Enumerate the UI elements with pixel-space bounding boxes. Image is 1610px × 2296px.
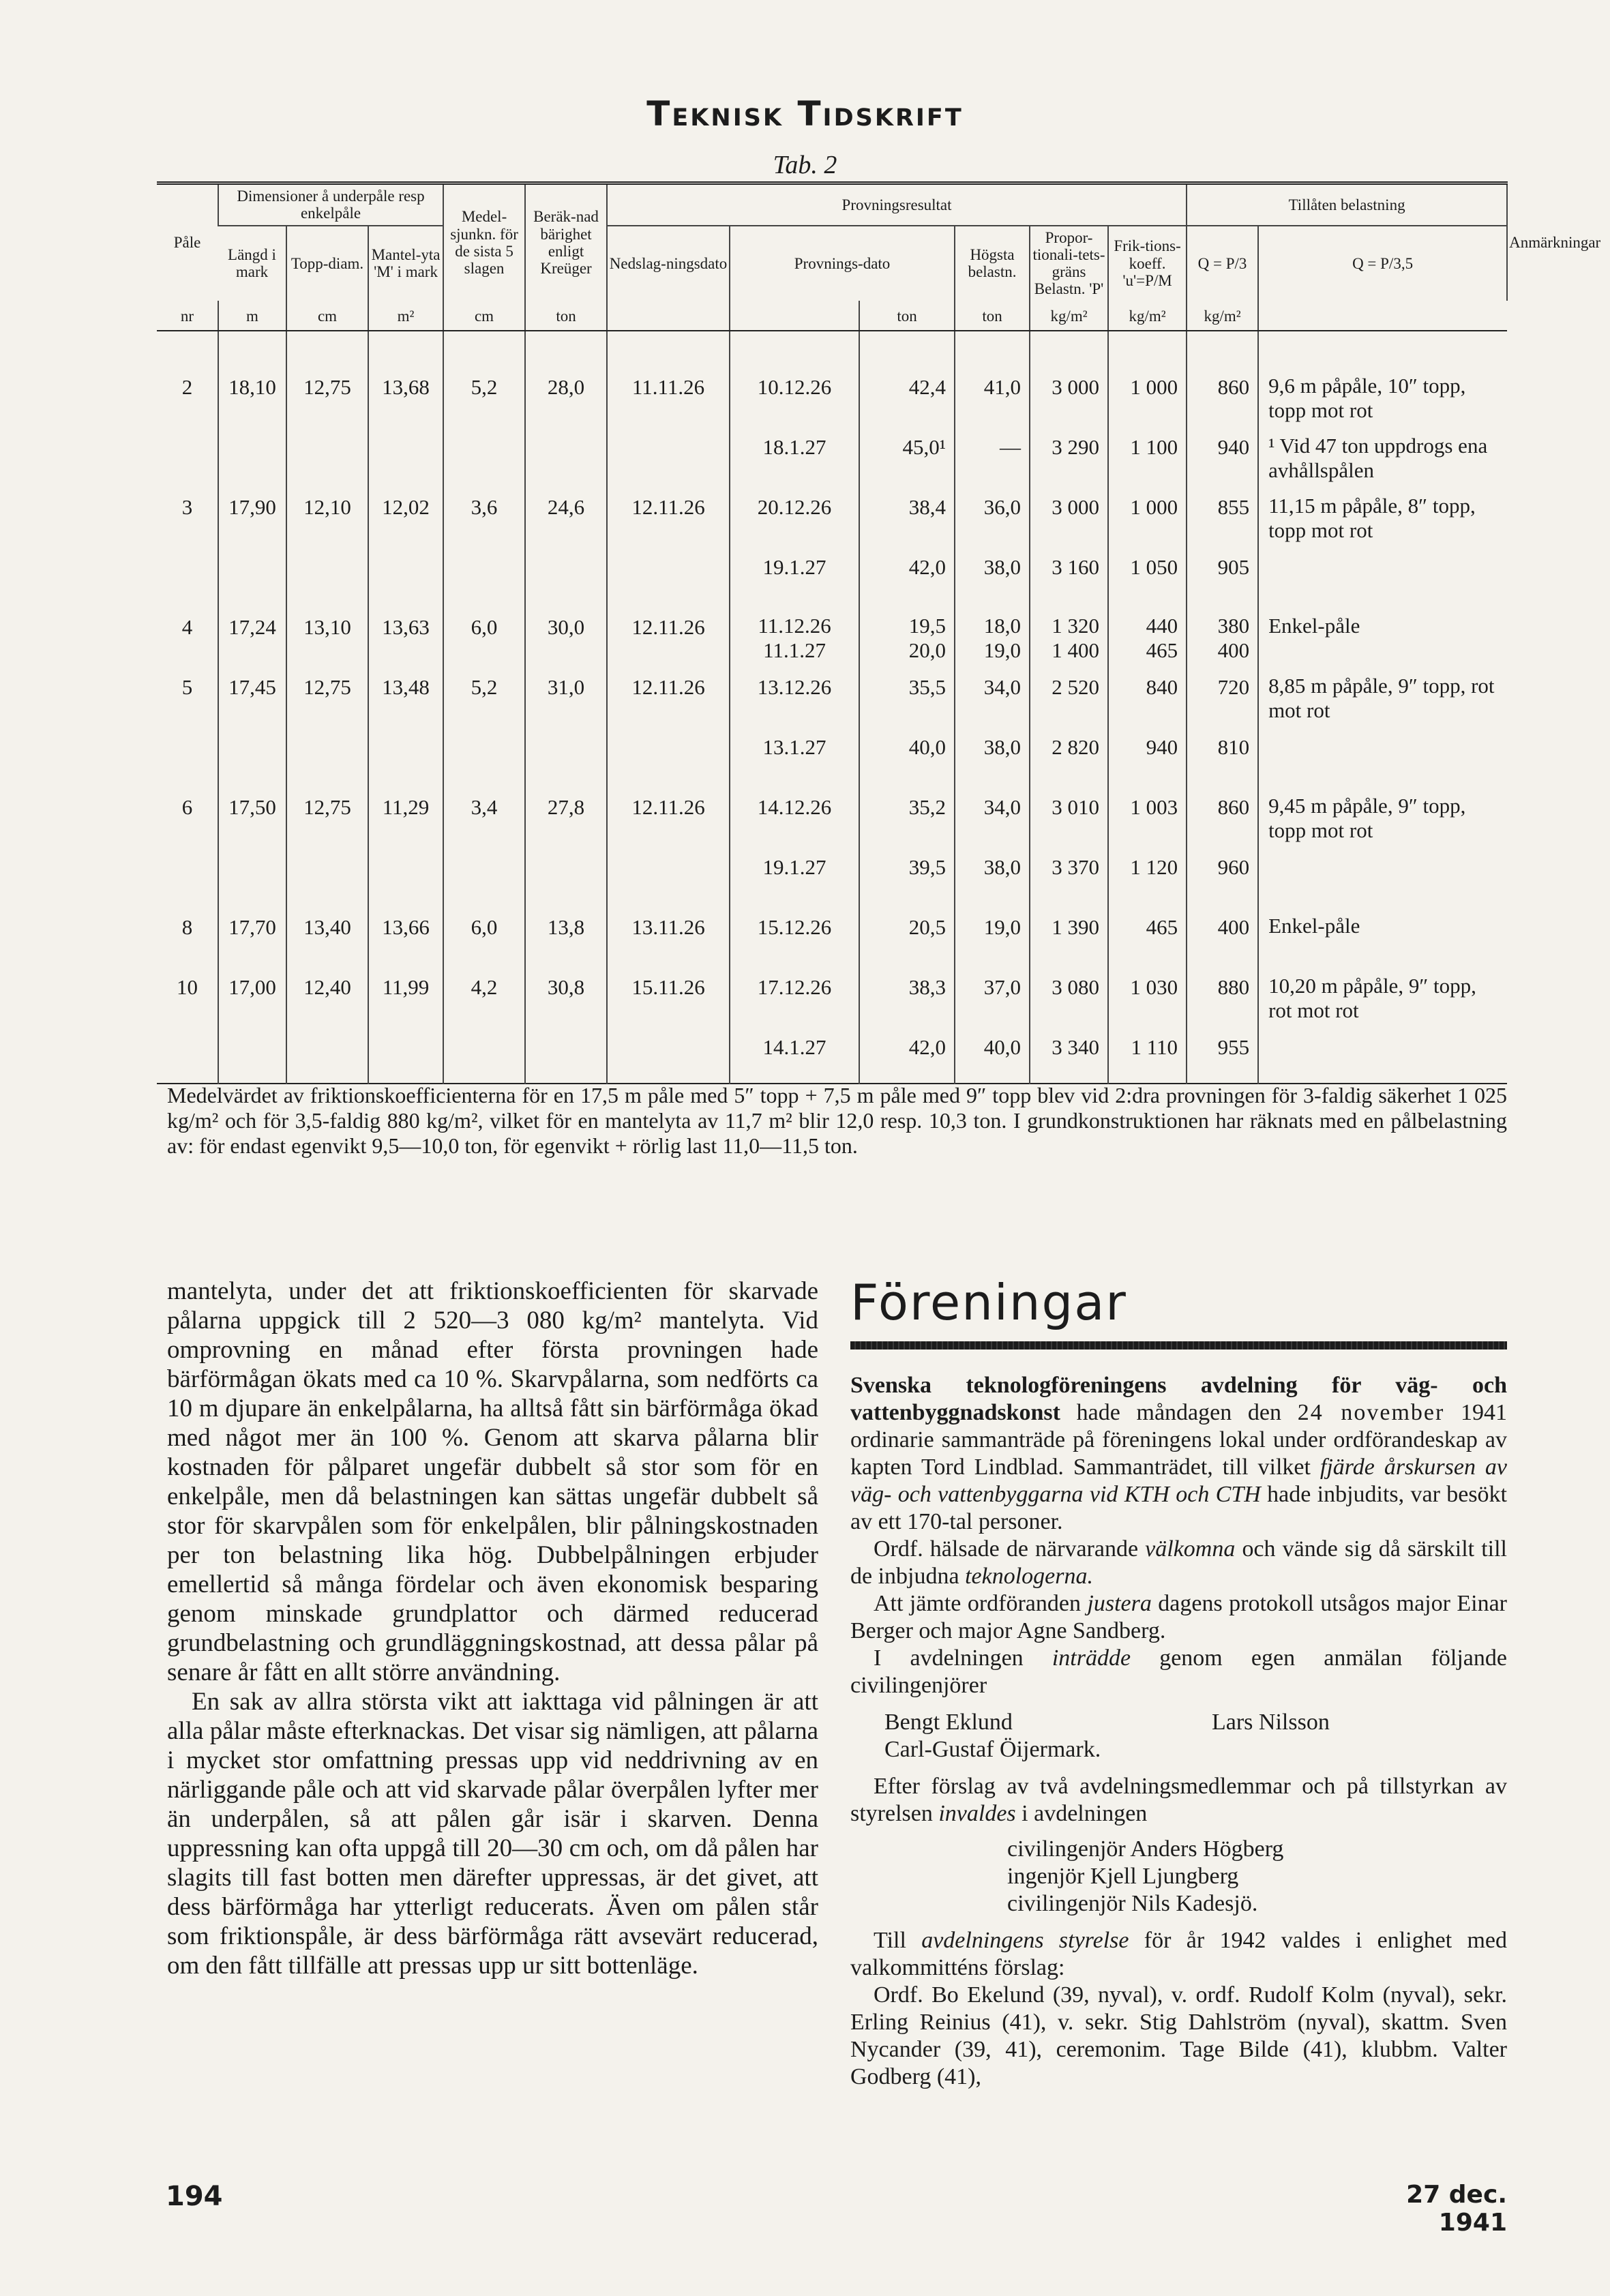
cell-note: 11,15 m påpåle, 8″ topp, topp mot rot bbox=[1258, 483, 1507, 543]
cell-note bbox=[1258, 843, 1507, 903]
spacer-cell bbox=[286, 331, 368, 363]
cell-mantel: 13,66 bbox=[368, 903, 443, 963]
p1-italic: fjärde årskursen av väg- och vattenbyggarna vid KTH och CTH bbox=[850, 1455, 1507, 1507]
cell-topp bbox=[286, 423, 368, 483]
cell-q3: 1 000 bbox=[1108, 363, 1187, 423]
cell-langd: 17,70 bbox=[218, 903, 286, 963]
spacer-cell bbox=[443, 331, 525, 363]
cell-langd: 17,90 bbox=[218, 483, 286, 543]
p6-italic: avdelningens styrelse bbox=[921, 1928, 1129, 1953]
p5-text-a: Efter förslag av två avdelningsmedlemmar och på tillstyrkan av styrelsen bbox=[850, 1774, 1507, 1826]
unit-cell: nr bbox=[157, 301, 218, 331]
cell-frik: 3 290 bbox=[1030, 423, 1108, 483]
cell-prop: 36,0 bbox=[955, 483, 1030, 543]
unit-cell: m bbox=[218, 301, 286, 331]
cell-q35: 905 bbox=[1187, 543, 1258, 603]
spacer-cell bbox=[730, 331, 859, 363]
cell-nedslag: 12.11.26 bbox=[607, 663, 730, 723]
cell-hogsta: 38,3 bbox=[859, 963, 955, 1023]
cell-nedslag: 11.11.26 bbox=[607, 363, 730, 423]
cell-langd bbox=[218, 1023, 286, 1084]
cell-hogsta: 45,0¹ bbox=[859, 423, 955, 483]
unit-cell: kg/m² bbox=[1108, 301, 1187, 331]
cell-topp: 12,75 bbox=[286, 663, 368, 723]
cell-q35: 960 bbox=[1187, 843, 1258, 903]
cell-q3: 1 100 bbox=[1108, 423, 1187, 483]
spacer-cell bbox=[1187, 331, 1258, 363]
cell-berakn: 28,0 bbox=[525, 363, 607, 423]
page-number: 194 bbox=[166, 2181, 223, 2212]
table-row bbox=[157, 363, 1507, 423]
table-row bbox=[157, 423, 1507, 483]
cell-hogsta: 39,5 bbox=[859, 843, 955, 903]
cell-berakn bbox=[525, 1023, 607, 1084]
unit-cell: ton bbox=[859, 301, 955, 331]
unit-cell: ton bbox=[525, 301, 607, 331]
cell-langd: 18,10 bbox=[218, 363, 286, 423]
spacer-cell bbox=[525, 331, 607, 363]
cell-q35: 860 bbox=[1187, 363, 1258, 423]
header-topp: Topp-diam. bbox=[286, 226, 368, 301]
unit-cell: cm bbox=[286, 301, 368, 331]
cell-prop: 19,0 bbox=[955, 903, 1030, 963]
header-prop-text: Propor-tionali-tets-gräns bbox=[1032, 228, 1105, 281]
cell-q3: 1 003 bbox=[1108, 783, 1187, 843]
cell-topp: 13,10 bbox=[286, 603, 368, 663]
cell-topp: 12,75 bbox=[286, 783, 368, 843]
cell-provdato: 10.12.26 bbox=[730, 363, 859, 423]
p3-text-b: dagens protokoll utsågos major Einar Berger och major Agne Sandberg. bbox=[850, 1591, 1507, 1643]
cell-frik: 1 320 1 400 bbox=[1030, 603, 1108, 663]
cell-topp: 12,75 bbox=[286, 363, 368, 423]
cell-provdato: 11.12.26 11.1.27 bbox=[730, 603, 859, 663]
cell-frik: 3 080 bbox=[1030, 963, 1108, 1023]
cell-frik: 2 820 bbox=[1030, 723, 1108, 783]
cell-mantel bbox=[368, 543, 443, 603]
cell-nr bbox=[157, 723, 218, 783]
table-spacer-row bbox=[157, 331, 1507, 363]
journal-title: Teknisk Tidskrift bbox=[646, 94, 964, 134]
cell-topp bbox=[286, 843, 368, 903]
cell-note: 10,20 m påpåle, 9″ topp, rot mot rot bbox=[1258, 963, 1507, 1023]
cell-hogsta: 19,5 20,0 bbox=[859, 603, 955, 663]
spacer-cell bbox=[955, 331, 1030, 363]
cell-nedslag: 12.11.26 bbox=[607, 603, 730, 663]
cell-topp: 13,40 bbox=[286, 903, 368, 963]
unit-cell bbox=[1258, 301, 1507, 331]
section-rule bbox=[850, 1341, 1507, 1350]
p1-text-b: 1941 ordinarie sammanträde på föreningens lokal under ordförandeskap av kapten Tord Lindblad. Sammanträdet, till vilket bbox=[850, 1400, 1508, 1480]
cell-berakn: 30,8 bbox=[525, 963, 607, 1023]
cell-q3: 1 030 bbox=[1108, 963, 1187, 1023]
cell-berakn bbox=[525, 543, 607, 603]
issue-date: 27 dec. 1941 bbox=[1406, 2181, 1507, 2237]
new-members bbox=[850, 1709, 1507, 1763]
cell-frik: 3 370 bbox=[1030, 843, 1108, 903]
cell-frik: 2 520 bbox=[1030, 663, 1108, 723]
cell-medel: 6,0 bbox=[443, 903, 525, 963]
unit-cell bbox=[730, 301, 859, 331]
left-paragraph-2: En sak av allra största vikt att iakttaga vid pålningen är att alla pålar måste efterknackas. Det visar sig nämligen, att pålarna i mycket stor omfattning pressas upp vid neddrivning av en närliggande påle och att vid skarvade pålar överpålen lyfter mer än underpålen, så att pålen går isär i skarven. Denna uppressning kan ofta uppgå till 20—30 cm och, om då pålen har slagits till fast botten men därefter uppressas, är det givet, att dess bärförmåga har ytterligt reducerats. Även om pålen står som friktionspåle, är dess bärförmåga rätt avsevärt reducerad, om den fått tillfälle att pressas upp ur sitt bottenläge. bbox=[167, 1688, 818, 1980]
cell-berakn bbox=[525, 723, 607, 783]
cell-note: 8,85 m påpåle, 9″ topp, rot mot rot bbox=[1258, 663, 1507, 723]
table-row bbox=[157, 783, 1507, 843]
p5-italic: invaldes bbox=[938, 1801, 1016, 1826]
unit-cell: m² bbox=[368, 301, 443, 331]
cell-q3: 465 bbox=[1108, 903, 1187, 963]
cell-langd: 17,50 bbox=[218, 783, 286, 843]
cell-prop: 34,0 bbox=[955, 783, 1030, 843]
cell-q3: 1 000 bbox=[1108, 483, 1187, 543]
cell-prop: — bbox=[955, 423, 1030, 483]
cell-langd bbox=[218, 843, 286, 903]
elected-member: ingenjör Kjell Ljungberg bbox=[1007, 1864, 1239, 1889]
spacer-cell bbox=[859, 331, 955, 363]
cell-q3: 440 465 bbox=[1108, 603, 1187, 663]
cell-medel bbox=[443, 1023, 525, 1084]
cell-frik: 3 010 bbox=[1030, 783, 1108, 843]
cell-provdato: 17.12.26 bbox=[730, 963, 859, 1023]
table-row bbox=[157, 483, 1507, 543]
cell-nedslag bbox=[607, 723, 730, 783]
elected-member: civilingenjör Anders Högberg bbox=[1007, 1836, 1284, 1862]
header-q35: Q = P/3,5 bbox=[1258, 226, 1507, 301]
spacer-cell bbox=[368, 331, 443, 363]
cell-mantel: 11,29 bbox=[368, 783, 443, 843]
cell-provdato: 18.1.27 bbox=[730, 423, 859, 483]
cell-berakn: 24,6 bbox=[525, 483, 607, 543]
header-prop bbox=[1030, 226, 1108, 301]
society-name: Svenska teknologföreningens avdelning för väg- och vattenbyggnadskonst bbox=[850, 1373, 1507, 1425]
left-paragraph-1: mantelyta, under det att friktionskoefficienten för skarvade pålarna uppgick till 2 520—3 080 kg/m² mantelyta. Vid omprovning en månad efter första provningen hade bärförmågan ökats med ca 10 %. Skarvpålarna, som nedförts ca 10 m djupare än enkelpålarna, ha alltså fått sin bärförmåga ökad med något mer än 100 %. Genom att skarva pålarna blir kostnaden för pålparet ungefär dubbelt så stor som för en enkelpåle, men då belastningen kan sättas ungefär dubbelt så stor för skarvpålen som för enkelpålen, blir pålningskostnaden per ton belastning lika hög. Dubbelpålningen erbjuder emellertid så många fördelar och även ekonomisk besparing genom minskade grundplattor och därmed reducerad grundbelastning och grundläggningskostnad, att dessa pålar på senare år fått en allt större användning. bbox=[167, 1277, 818, 1686]
cell-medel bbox=[443, 423, 525, 483]
cell-q3: 840 bbox=[1108, 663, 1187, 723]
cell-q35: 955 bbox=[1187, 1023, 1258, 1084]
cell-berakn: 30,0 bbox=[525, 603, 607, 663]
cell-q3: 1 120 bbox=[1108, 843, 1187, 903]
cell-berakn: 13,8 bbox=[525, 903, 607, 963]
cell-nedslag bbox=[607, 423, 730, 483]
p3-text-a: Att jämte ordföranden bbox=[874, 1591, 1088, 1616]
right-paragraph-5 bbox=[850, 1773, 1507, 1828]
cell-topp bbox=[286, 543, 368, 603]
unit-cell: ton bbox=[955, 301, 1030, 331]
section-heading: Föreningar bbox=[850, 1274, 1127, 1331]
cell-langd bbox=[218, 543, 286, 603]
cell-langd: 17,24 bbox=[218, 603, 286, 663]
cell-medel: 3,6 bbox=[443, 483, 525, 543]
cell-provdato: 19.1.27 bbox=[730, 843, 859, 903]
cell-frik: 3 160 bbox=[1030, 543, 1108, 603]
cell-hogsta: 42,4 bbox=[859, 363, 955, 423]
right-paragraph-3 bbox=[850, 1590, 1507, 1645]
cell-nr: 8 bbox=[181, 915, 193, 940]
header-mantel: Mantel-yta 'M' i mark bbox=[368, 226, 443, 301]
cell-hogsta: 42,0 bbox=[859, 543, 955, 603]
cell-prop: 41,0 bbox=[955, 363, 1030, 423]
header-provdato: Provnings-dato bbox=[730, 226, 955, 301]
right-paragraph-4 bbox=[850, 1645, 1507, 1699]
p2-text-a: Ordf. hälsade de närvarande bbox=[874, 1536, 1146, 1562]
cell-nr: 3 bbox=[181, 495, 193, 520]
cell-provdato: 15.12.26 bbox=[730, 903, 859, 963]
spacer-cell bbox=[157, 331, 218, 363]
cell-topp: 12,10 bbox=[286, 483, 368, 543]
header-nedslag: Nedslag-ningsdato bbox=[607, 226, 730, 301]
header-hogsta: Högsta belastn. bbox=[955, 226, 1030, 301]
cell-prop: 34,0 bbox=[955, 663, 1030, 723]
p1-text-c: hade inbjudits, var besökt av ett 170-tal personer. bbox=[850, 1482, 1507, 1534]
cell-nr bbox=[157, 423, 218, 483]
cell-provdato: 19.1.27 bbox=[730, 543, 859, 603]
p1-date: 24 november bbox=[1297, 1400, 1445, 1425]
cell-nedslag bbox=[607, 543, 730, 603]
header-provning-group: Provningsresultat bbox=[607, 183, 1187, 226]
cell-nedslag: 12.11.26 bbox=[607, 783, 730, 843]
table-row bbox=[157, 663, 1507, 723]
cell-frik: 3 000 bbox=[1030, 483, 1108, 543]
header-berakn: Beräk-nad bärighet enligt Kreüger bbox=[525, 183, 607, 301]
cell-mantel: 13,63 bbox=[368, 603, 443, 663]
cell-provdato: 14.1.27 bbox=[730, 1023, 859, 1084]
header-medel: Medel-sjunkn. för de sista 5 slagen bbox=[443, 183, 525, 301]
cell-langd: 17,45 bbox=[218, 663, 286, 723]
header-pale: Påle bbox=[173, 234, 201, 252]
cell-mantel bbox=[368, 423, 443, 483]
unit-cell bbox=[607, 301, 730, 331]
cell-q3: 940 bbox=[1108, 723, 1187, 783]
cell-prop: 38,0 bbox=[955, 843, 1030, 903]
header-belastn-p: Belastn. 'P' bbox=[1034, 280, 1104, 298]
cell-langd: 17,00 bbox=[218, 963, 286, 1023]
cell-prop: 40,0 bbox=[955, 1023, 1030, 1084]
cell-note bbox=[1258, 543, 1507, 603]
p5-text-b: i avdelningen bbox=[1015, 1801, 1148, 1826]
cell-hogsta: 35,2 bbox=[859, 783, 955, 843]
cell-langd bbox=[218, 423, 286, 483]
p4-text-a: I avdelningen bbox=[874, 1645, 1052, 1671]
cell-nr: 2 bbox=[181, 375, 193, 400]
cell-mantel: 13,48 bbox=[368, 663, 443, 723]
cell-q35: 380 400 bbox=[1187, 603, 1258, 663]
cell-note: Enkel-påle bbox=[1258, 603, 1507, 663]
cell-berakn bbox=[525, 843, 607, 903]
right-column bbox=[850, 1372, 1507, 2091]
cell-q3: 1 050 bbox=[1108, 543, 1187, 603]
cell-provdato: 13.12.26 bbox=[730, 663, 859, 723]
table-row bbox=[157, 903, 1507, 963]
cell-mantel bbox=[368, 843, 443, 903]
cell-nedslag bbox=[607, 1023, 730, 1084]
cell-hogsta: 42,0 bbox=[859, 1023, 955, 1084]
cell-prop: 18,0 19,0 bbox=[955, 603, 1030, 663]
cell-medel: 5,2 bbox=[443, 663, 525, 723]
cell-note bbox=[1258, 723, 1507, 783]
cell-nr bbox=[157, 543, 218, 603]
cell-topp bbox=[286, 1023, 368, 1084]
cell-medel bbox=[443, 543, 525, 603]
header-langd: Längd i mark bbox=[228, 245, 276, 281]
cell-q35: 810 bbox=[1187, 723, 1258, 783]
cell-q35: 855 bbox=[1187, 483, 1258, 543]
cell-mantel: 12,02 bbox=[368, 483, 443, 543]
right-paragraph-1 bbox=[850, 1372, 1507, 1536]
table-body bbox=[157, 331, 1507, 1084]
cell-note bbox=[1258, 1023, 1507, 1084]
cell-q3: 1 110 bbox=[1108, 1023, 1187, 1084]
p4-italic: inträdde bbox=[1052, 1645, 1131, 1671]
cell-medel bbox=[443, 843, 525, 903]
cell-provdato: 13.1.27 bbox=[730, 723, 859, 783]
cell-note: 9,45 m påpåle, 9″ topp, topp mot rot bbox=[1258, 783, 1507, 843]
p6-text-b: för år 1942 valdes i enlighet med valkommitténs förslag: bbox=[850, 1928, 1508, 1980]
p2-text-b: och vände sig då särskilt till de inbjudna bbox=[850, 1536, 1507, 1589]
cell-q35: 860 bbox=[1187, 783, 1258, 843]
cell-medel: 3,4 bbox=[443, 783, 525, 843]
p4-text-b: genom egen anmälan följande civilingenjörer bbox=[850, 1645, 1507, 1698]
cell-nedslag: 15.11.26 bbox=[607, 963, 730, 1023]
cell-hogsta: 38,4 bbox=[859, 483, 955, 543]
member-name: Carl-Gustaf Öijermark. bbox=[884, 1737, 1101, 1762]
table-row bbox=[157, 723, 1507, 783]
cell-q35: 400 bbox=[1187, 903, 1258, 963]
cell-hogsta: 40,0 bbox=[859, 723, 955, 783]
cell-topp bbox=[286, 723, 368, 783]
cell-medel: 5,2 bbox=[443, 363, 525, 423]
right-paragraph-7: Ordf. Bo Ekelund (39, nyval), v. ordf. Rudolf Kolm (nyval), sekr. Erling Reinius (41), v. sekr. Stig Dahlström (nyval), skattm. Sven Nycander (39, 41), ceremonim. Tage Bilde (41), klubbm. Valter Godberg (41), bbox=[850, 1982, 1507, 2089]
cell-provdato: 14.12.26 bbox=[730, 783, 859, 843]
cell-nedslag: 12.11.26 bbox=[607, 483, 730, 543]
cell-medel: 6,0 bbox=[443, 603, 525, 663]
table-row bbox=[157, 603, 1507, 663]
cell-frik: 1 390 bbox=[1030, 903, 1108, 963]
p2-italic: välkomna bbox=[1145, 1536, 1236, 1562]
p1-text-a: hade måndagen den bbox=[1060, 1400, 1298, 1425]
cell-berakn: 31,0 bbox=[525, 663, 607, 723]
member-name: Bengt Eklund bbox=[884, 1710, 1013, 1735]
cell-langd bbox=[218, 723, 286, 783]
cell-note: Enkel-påle bbox=[1258, 903, 1507, 963]
cell-q35: 940 bbox=[1187, 423, 1258, 483]
cell-mantel: 11,99 bbox=[368, 963, 443, 1023]
cell-prop: 38,0 bbox=[955, 723, 1030, 783]
cell-mantel bbox=[368, 1023, 443, 1084]
cell-nr: 6 bbox=[181, 795, 193, 820]
table-row bbox=[157, 963, 1507, 1023]
header-dimensions-group: Dimensioner å underpåle resp enkelpåle bbox=[218, 183, 443, 226]
member-name: Lars Nilsson bbox=[1212, 1710, 1330, 1735]
table-row bbox=[157, 843, 1507, 903]
header-tillaten-group: Tillåten belastning bbox=[1187, 183, 1507, 226]
right-paragraph-6 bbox=[850, 1927, 1507, 1982]
cell-prop: 37,0 bbox=[955, 963, 1030, 1023]
cell-frik: 3 000 bbox=[1030, 363, 1108, 423]
cell-hogsta: 20,5 bbox=[859, 903, 955, 963]
table-caption: Tab. 2 bbox=[773, 151, 837, 179]
cell-nr: 5 bbox=[181, 675, 193, 700]
cell-medel bbox=[443, 723, 525, 783]
p6-text-a: Till bbox=[874, 1928, 922, 1953]
spacer-cell bbox=[218, 331, 286, 363]
header-q3: Q = P/3 bbox=[1187, 226, 1258, 301]
cell-nr bbox=[157, 843, 218, 903]
left-column bbox=[167, 1277, 818, 1980]
spacer-cell bbox=[1258, 331, 1507, 363]
cell-frik: 3 340 bbox=[1030, 1023, 1108, 1084]
spacer-cell bbox=[607, 331, 730, 363]
cell-mantel: 13,68 bbox=[368, 363, 443, 423]
cell-nedslag bbox=[607, 843, 730, 903]
cell-nr bbox=[157, 1023, 218, 1084]
units-row bbox=[157, 301, 1507, 331]
right-paragraph-2 bbox=[850, 1536, 1507, 1590]
cell-note: 9,6 m påpåle, 10″ topp, topp mot rot bbox=[1258, 363, 1507, 423]
cell-nedslag: 13.11.26 bbox=[607, 903, 730, 963]
table-row bbox=[157, 1023, 1507, 1084]
cell-berakn: 27,8 bbox=[525, 783, 607, 843]
unit-cell: kg/m² bbox=[1187, 301, 1258, 331]
cell-mantel bbox=[368, 723, 443, 783]
cell-provdato: 20.12.26 bbox=[730, 483, 859, 543]
results-table: Påle Dimensioner å underpåle resp enkelpåle Medel-sjunkn. för de sista 5 slagen Beräk-nad bärighet enligt Kreüger Provningsresultat Tillåten belastning Anmärkningar Längd i mark Topp-diam. Mantel-yta 'M' i mark Nedslag-ningsdato Provnings-dato Högsta belastn. Propor-tionali-tets-gräns Belastn. 'P' Frik-tions-koeff. 'u'=P/M Q = P/3 Q = P/3,5 nr m cm m² cm ton ton ton kg/m² kg/m² kg/m² 2 18,10 12,75 13,68 5,2 28,0 11.11.26 10.12.26 42,4 41,0 3 000 1 000 860 9,6 m påpåle, 10″ topp, topp mot rot 18.1.27 45,0¹ — 3 290 1 100 940 ¹ Vid 47 ton uppdrogs ena avhållspålen 3 17,90 12,10 12,02 3,6 24,6 12.11.26 20.12.26 38,4 36,0 3 000 1 000 855 11,15 m påpåle, 8″ topp, topp mot rot 19.1.27 42,0 38,0 3 160 1 050 905 4 17,24 13,10 13,63 6,0 30,0 12.11.26 11.12.26 11.1.27 19,5 20,0 18,0 19,0 1 320 1 400 440 465 380 400 Enkel-påle 5 17,45 12,75 13,48 5,2 31,0 12.11.26 13.12.26 35,5 34,0 2 520 840 720 8,85 m påpåle, 9″ topp, rot mot rot 13.1.27 40,0 38,0 2 820 940 810 6 17,50 12,75 11,29 3,4 27,8 12.11.26 14.12.26 35,2 34,0 3 010 1 003 860 9,45 m påpåle, 9″ topp, topp mot rot 19.1.27 39,5 38,0 3 370 1 120 960 8 17,70 13,40 13,66 6,0 13,8 13.11.26 15.12.26 20,5 19,0 1 390 465 400 Enkel-påle 10 17,00 12,40 11,99 4,2 30,8 15.11.26 17.12.26 38,3 37,0 3 080 1 030 880 10,20 m påpåle, 9″ topp, rot mot rot 14.1.27 42,0 40,0 3 340 1 110 955 bbox=[157, 181, 1507, 1084]
spacer-cell bbox=[1108, 331, 1187, 363]
cell-q35: 880 bbox=[1187, 963, 1258, 1023]
cell-q35: 720 bbox=[1187, 663, 1258, 723]
p2-italic-2: teknologerna. bbox=[965, 1564, 1093, 1589]
table-row bbox=[157, 543, 1507, 603]
unit-cell: kg/m² bbox=[1030, 301, 1108, 331]
cell-prop: 38,0 bbox=[955, 543, 1030, 603]
elected-member: civilingenjör Nils Kadesjö. bbox=[1007, 1891, 1258, 1916]
cell-nr: 4 bbox=[181, 615, 193, 640]
cell-topp: 12,40 bbox=[286, 963, 368, 1023]
cell-nr: 10 bbox=[177, 975, 198, 1000]
elected-members bbox=[850, 1836, 1507, 1918]
cell-note: ¹ Vid 47 ton uppdrogs ena avhållspålen bbox=[1258, 423, 1507, 483]
p3-italic: justera bbox=[1087, 1591, 1152, 1616]
cell-medel: 4,2 bbox=[443, 963, 525, 1023]
cell-berakn bbox=[525, 423, 607, 483]
unit-cell: cm bbox=[443, 301, 525, 331]
table-footnote: Medelvärdet av friktionskoefficienterna för en 17,5 m påle med 5″ topp + 7,5 m påle med 9″ topp blev vid 2:dra provningen för 3-faldig säkerhet 1 025 kg/m² och för 3,5-faldig 880 kg/m², vilket för en mantelyta av 11,7 m² blir 12,0 resp. 10,3 ton. I grundkonstruktionen har räknats med en pålbelastning av: för endast egenvikt 9,5—10,0 ton, för egenvikt + rörlig last 11,0—11,5 ton. bbox=[167, 1083, 1507, 1158]
spacer-cell bbox=[1030, 331, 1108, 363]
cell-hogsta: 35,5 bbox=[859, 663, 955, 723]
header-frik: Frik-tions-koeff. 'u'=P/M bbox=[1108, 226, 1187, 301]
